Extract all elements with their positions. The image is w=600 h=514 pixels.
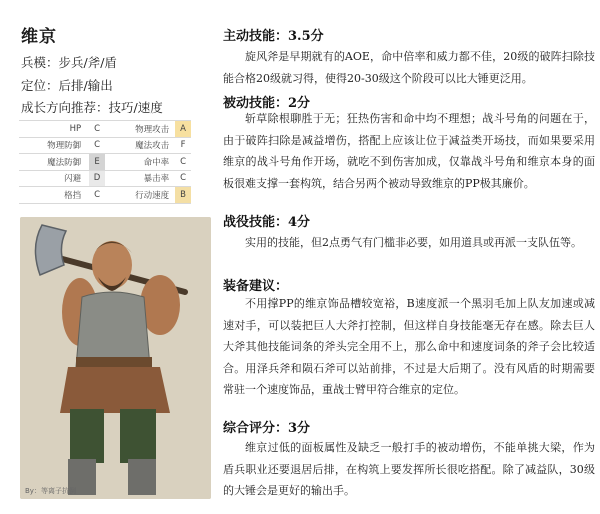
- equipment-heading: 装备建议：: [223, 279, 289, 294]
- stat-name: 物理防御: [19, 137, 89, 154]
- main-skill-heading: 主动技能：3.5分: [223, 29, 324, 44]
- stats-row: [19, 137, 191, 154]
- unit-profile-panel: [0, 0, 212, 514]
- stat-name: 命中率: [110, 154, 176, 171]
- unit-name: 维京: [21, 27, 57, 47]
- stat-name: 魔法攻击: [110, 137, 176, 154]
- stat-name: 暴击率: [110, 170, 176, 187]
- stat-name: 物理攻击: [110, 121, 176, 138]
- stat-name: 闪避: [19, 170, 89, 187]
- stats-row: [19, 121, 191, 138]
- stat-grade: A: [175, 121, 191, 138]
- stat-grade: C: [175, 170, 191, 187]
- unit-weapon-type: 兵模：步兵/斧/盾: [21, 55, 117, 70]
- stats-row: [19, 154, 191, 171]
- overall-text: 维京过低的面板属性及缺乏一般打手的被动增伤，不能单挑大梁，作为盾兵职业还要退居后排，在构筑上要发挥所长很吃搭配。除了减益队，30级的大锤会是更好的输出手。: [223, 441, 595, 497]
- stats-row: [19, 170, 191, 187]
- character-portrait: [20, 217, 211, 499]
- battle-skill-text: 实用的技能，但2点勇气有门槛非必要，如用道具或再派一支队伍等。: [245, 236, 582, 249]
- stat-grade: D: [89, 170, 105, 187]
- stat-name: 行动速度: [110, 187, 176, 204]
- viking-illustration: [20, 217, 211, 499]
- stat-grade: B: [175, 187, 191, 204]
- stat-grade: C: [89, 187, 105, 204]
- equipment-text: 不用撑PP的维京饰品槽较宽裕，B速度派一个黑羽毛加上队友加速或减速对手，可以装把巨人大斧打控制，但这样自身技能毫无存在感。除去巨人大斧其他技能词条的斧头完全用不上，那么命中和速度词条的斧子会比较适合。用泽兵斧和陨石斧可以站前排，不过是大后期了。没有风盾的时期需要常驻一个速度饰品，重战士臂甲符合维京的定位。: [223, 297, 595, 396]
- passive-skill-heading: 被动技能：2分: [223, 96, 311, 111]
- stat-grade: C: [89, 137, 105, 154]
- stat-grade: C: [175, 154, 191, 171]
- image-credit: By：等离子抗倒: [25, 487, 76, 495]
- stat-name: 格挡: [19, 187, 89, 204]
- overall-heading: 综合评分：3分: [223, 421, 311, 436]
- stat-grade: F: [175, 137, 191, 154]
- battle-skill-heading: 战役技能：4分: [223, 215, 311, 230]
- stats-table: [19, 120, 191, 204]
- passive-skill-text: 斩草除根聊胜于无；狂热伤害和命中均不理想；战斗号角的问题在于，由于破阵扫除是减益增伤，搭配上应该让位于减益类开场技，而如果要采用维京的战斗号角作开场，就吃不到伤害加成，仅靠战斗号角和维京本身的面板很难支撑一套构筑，结合另两个被动导致维京的PP极其廉价。: [223, 112, 595, 190]
- unit-position: 定位：后排/输出: [21, 78, 113, 93]
- stat-name: HP: [19, 121, 89, 138]
- stat-name: 魔法防御: [19, 154, 89, 171]
- unit-growth: 成长方向推荐：技巧/速度: [21, 100, 163, 115]
- stat-grade: E: [89, 154, 105, 171]
- main-skill-text: 旋风斧是早期就有的AOE，命中倍率和威力都不佳，20级的破阵扫除技能合格20级就习得，使得20-30级这个阶段可以比大锤更泛用。: [223, 50, 595, 85]
- stats-row: [19, 187, 191, 204]
- stat-grade: C: [89, 121, 105, 138]
